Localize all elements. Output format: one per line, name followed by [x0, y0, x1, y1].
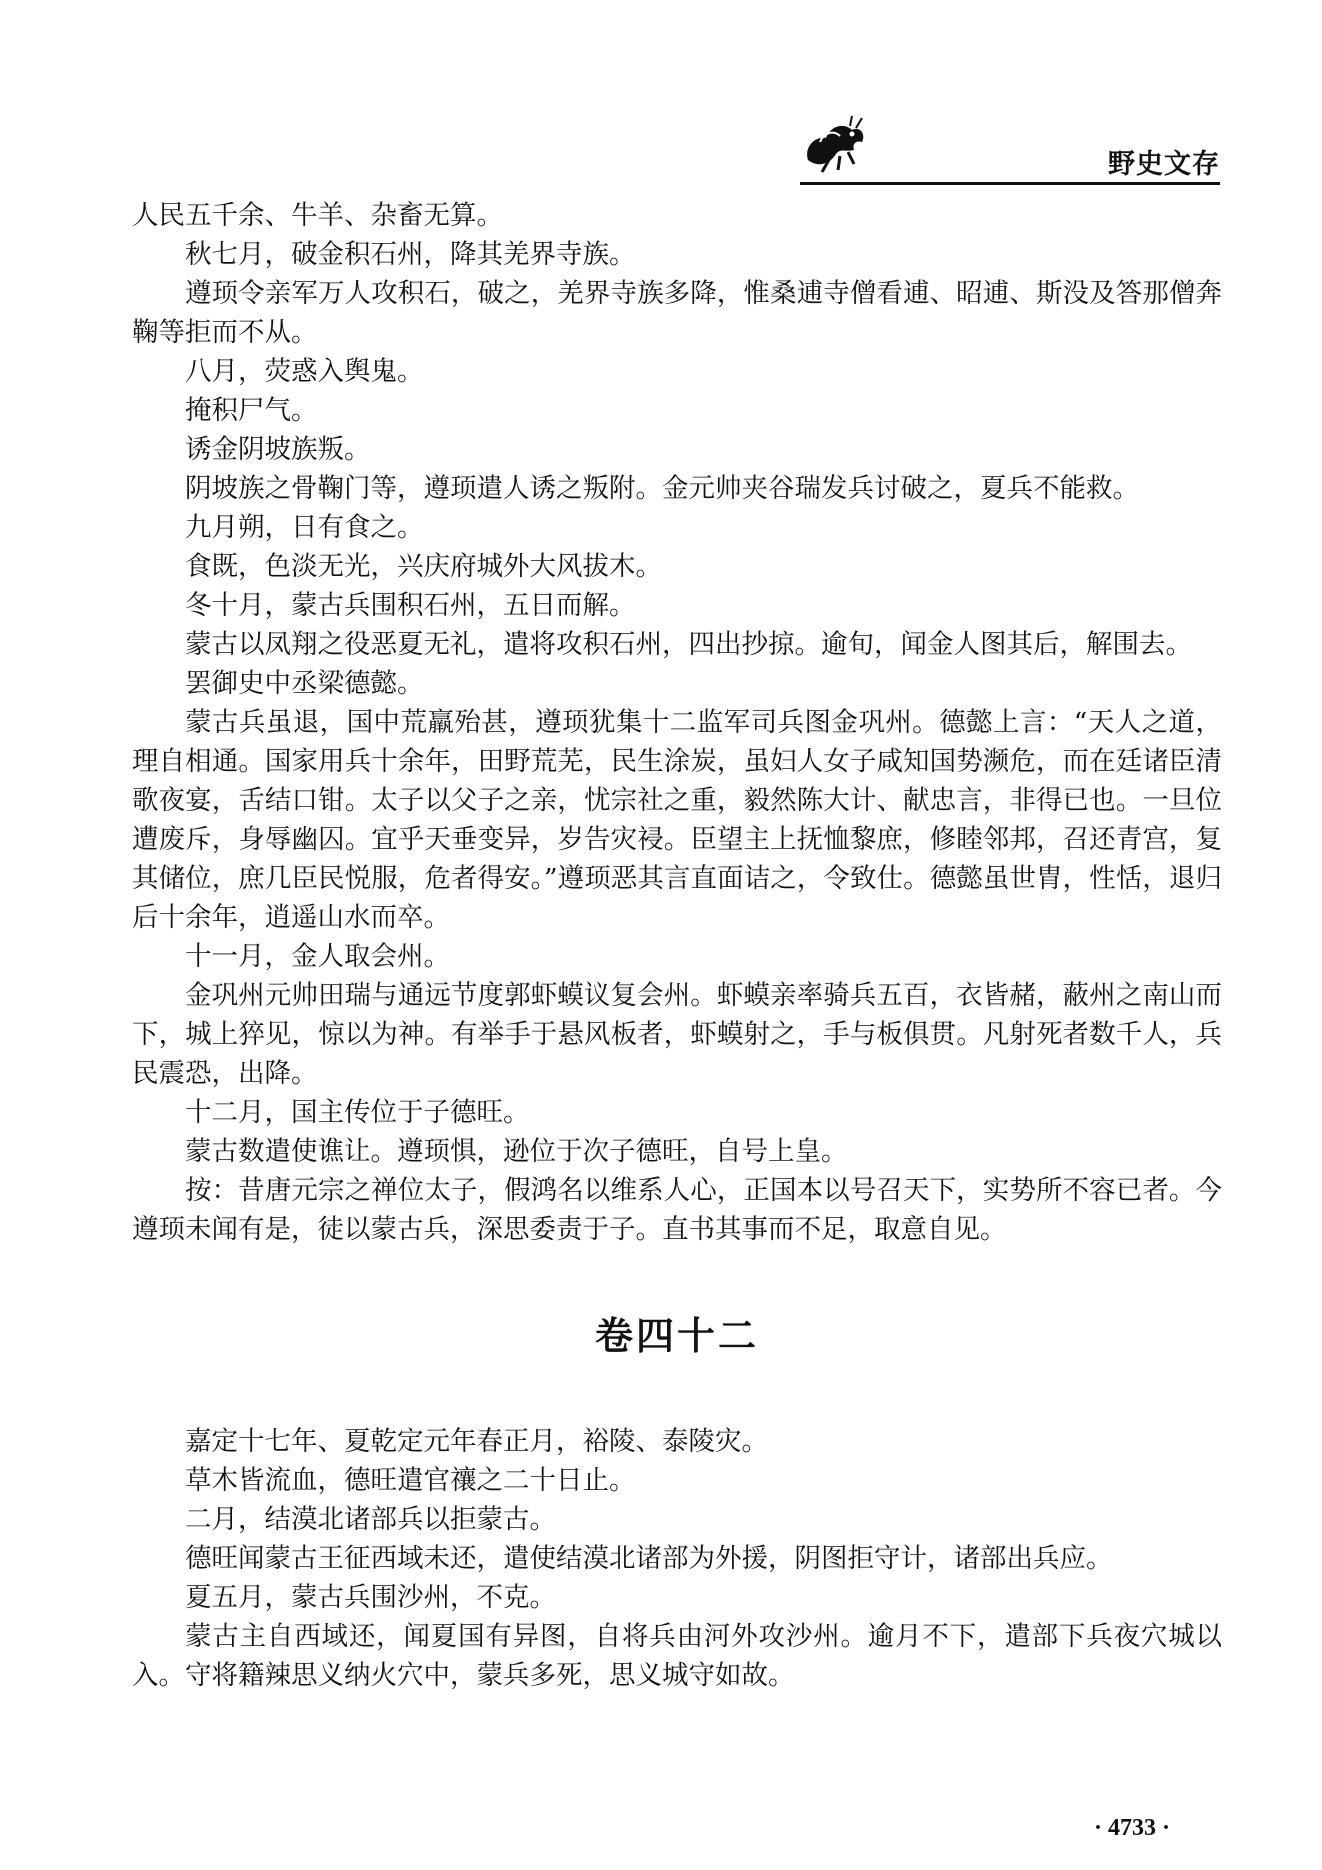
paragraph: 罢御史中丞梁德懿。 [185, 668, 424, 699]
dragon-logo-icon [800, 112, 870, 176]
paragraph: 按：昔唐元宗之禅位太子，假鸿名以维系人心，正国本以号召天下，实势所不容已者。今遵顼未闻有是，徒以蒙古兵，深思委责于子。直书其事而不足，取意自见。 [132, 1175, 1222, 1245]
paragraph: 德旺闻蒙古王征西域未还，遣使结漠北诸部为外援，阴图拒守计，诸部出兵应。 [185, 1543, 1113, 1574]
paragraph: 十一月，金人取会州。 [185, 941, 450, 972]
paragraph: 食既，色淡无光，兴庆府城外大风拔木。 [185, 551, 662, 582]
page-number: · 4733 · [1093, 1815, 1170, 1841]
header-title: 野史文存 [1108, 149, 1220, 180]
paragraph: 蒙古以凤翔之役恶夏无礼，遣将攻积石州，四出抄掠。逾旬，闻金人图其后，解围去。 [185, 629, 1192, 660]
paragraph: 十二月，国主传位于子德旺。 [185, 1097, 530, 1128]
paragraph: 人民五千余、牛羊、杂畜无算。 [132, 200, 503, 231]
paragraph: 诱金阴坡族叛。 [185, 434, 371, 465]
paragraph: 掩积尸气。 [185, 395, 318, 426]
paragraph: 二月，结漠北诸部兵以拒蒙古。 [185, 1504, 556, 1535]
paragraph: 嘉定十七年、夏乾定元年春正月，裕陵、泰陵灾。 [185, 1426, 768, 1457]
paragraph: 遵顼令亲军万人攻积石，破之，羌界寺族多降，惟桑逋寺僧看逋、昭逋、斯没及答那僧奔鞠等拒而不从。 [132, 278, 1222, 348]
paragraph: 金巩州元帅田瑞与通远节度郭虾蟆议复会州。虾蟆亲率骑兵五百，衣皆赭，蔽州之南山而下，城上猝见，惊以为神。有举手于悬风板者，虾蟆射之，手与板俱贯。凡射死者数千人，兵民震恐，出降。 [132, 980, 1222, 1089]
paragraph: 九月朔，日有食之。 [185, 512, 424, 543]
running-header [800, 112, 1220, 186]
header-rule [800, 182, 1220, 185]
paragraph: 草木皆流血，德旺遣官禳之二十日止。 [185, 1465, 636, 1496]
paragraph: 蒙古数遣使谯让。遵顼惧，逊位于次子德旺，自号上皇。 [185, 1136, 848, 1167]
bottom-paragraphs [132, 1422, 1222, 1695]
paragraph: 冬十月，蒙古兵围积石州，五日而解。 [185, 590, 636, 621]
paragraph: 夏五月，蒙古兵围沙州，不克。 [185, 1582, 556, 1613]
paragraph: 秋七月，破金积石州，降其羌界寺族。 [185, 239, 636, 270]
body-text [132, 196, 1222, 1695]
chapter-title: 卷四十二 [594, 1314, 759, 1358]
paragraph: 阴坡族之骨鞠门等，遵顼遣人诱之叛附。金元帅夹谷瑞发兵讨破之，夏兵不能救。 [185, 473, 1139, 504]
paragraph: 蒙古兵虽退，国中荒羸殆甚，遵顼犹集十二监军司兵图金巩州。德懿上言：“天人之道，理自相通。国家用兵十余年，田野荒芜，民生涂炭，虽妇人女子咸知国势濒危，而在廷诸臣清歌夜宴，舌结口钳。太子以父子之亲，忧宗社之重，毅然陈大计、献忠言，非得已也。一旦位遭废斥，身辱幽囚。宜乎天垂变异，岁告灾祲。臣望主上抚恤黎庶，修睦邻邦，召还青宫，复其储位，庶几臣民悦服，危者得安。”遵顼恶其言直面诘之，令致仕。德懿虽世胄，性恬，退归后十余年，逍遥山水而卒。 [132, 707, 1222, 933]
paragraph: 蒙古主自西域还，闻夏国有异图，自将兵由河外攻沙州。逾月不下，遣部下兵夜穴城以入。守将籍辣思义纳火穴中，蒙兵多死，思义城守如故。 [132, 1621, 1222, 1691]
paragraph: 八月，荧惑入舆鬼。 [185, 356, 424, 387]
top-paragraphs [132, 196, 1222, 1249]
